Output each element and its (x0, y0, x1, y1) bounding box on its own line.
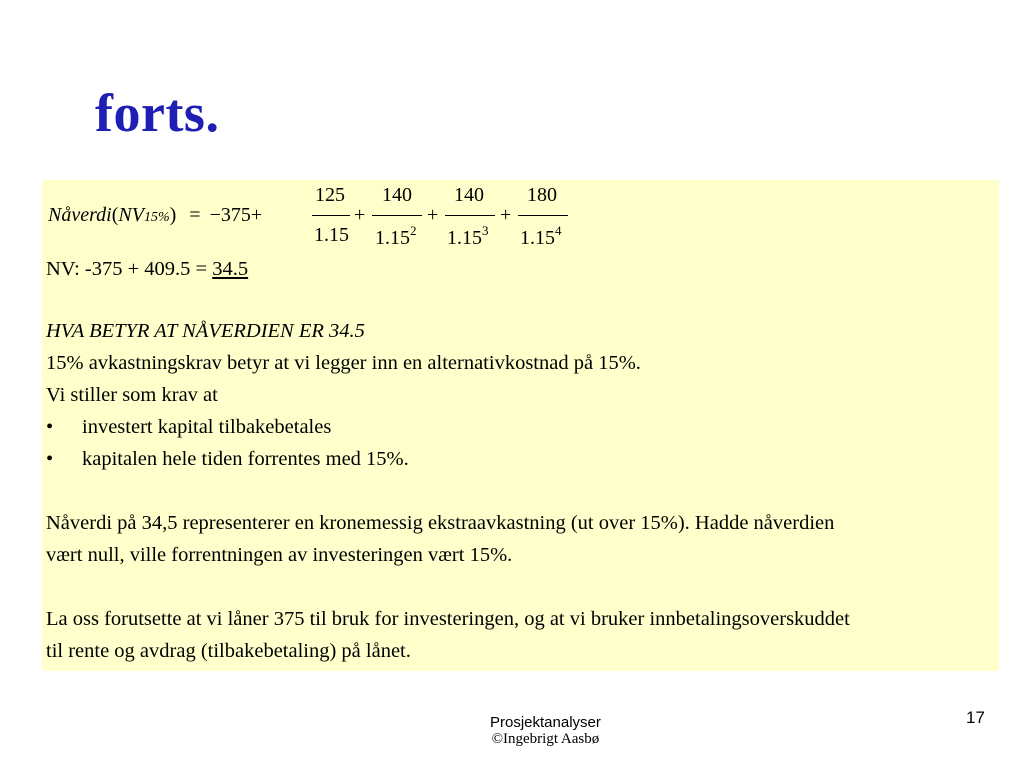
fraction-3-numerator: 140 (454, 184, 484, 206)
bullet-icon: • (46, 448, 54, 470)
fraction-4-numerator: 180 (527, 184, 557, 206)
fraction-3-denominator: 1.15 (447, 227, 482, 249)
slide-title: forts. (95, 83, 220, 143)
paragraph-1-line-1: Nåverdi på 34,5 representerer en kronemessig ekstraavkastning (ut over 15%). Hadde nåverdien (46, 512, 835, 534)
bullet-item-2-text: kapitalen hele tiden forrentes med 15%. (82, 448, 409, 470)
fraction-4-exponent: 4 (555, 223, 562, 238)
equation-plus-1: + (250, 204, 263, 226)
equation-equals: = (189, 204, 201, 226)
text-line-requirements-intro: Vi stiller som krav at (46, 384, 218, 406)
equation-lhs-close: ) (169, 204, 177, 226)
footer (490, 714, 601, 748)
bullet-item-1-text: investert kapital tilbakebetales (82, 416, 332, 438)
bullet-icon: • (46, 416, 54, 438)
fraction-2-numerator: 140 (382, 184, 412, 206)
fraction-2-denominator: 1.15 (375, 227, 410, 249)
fraction-2-exponent: 2 (410, 223, 417, 238)
content-box (42, 180, 999, 671)
equation-lhs-var: NV (118, 204, 144, 226)
fraction-2-bar (372, 215, 422, 216)
fraction-1-bar (312, 215, 350, 216)
equation-plus-3: + (427, 204, 439, 226)
nv-line (46, 258, 248, 281)
paragraph-2-line-1: La oss forutsette at vi låner 375 til bruk for investeringen, og at vi bruker innbetalingsoverskuddet (46, 608, 850, 630)
fraction-4-denominator: 1.15 (520, 227, 555, 249)
equation-lhs-open: ( (111, 204, 119, 226)
bullet-item-1 (46, 416, 331, 439)
nv-line-prefix: NV: -375 + 409.5 = (46, 258, 213, 280)
fraction-4-bar (518, 215, 568, 216)
text-line-required-return: 15% avkastningskrav betyr at vi legger inn en alternativkostnad på 15%. (46, 352, 641, 374)
equation-lhs-subscript: 15% (143, 210, 170, 225)
section-heading: HVA BETYR AT NÅVERDIEN ER 34.5 (46, 320, 365, 342)
fraction-3-exponent: 3 (482, 223, 489, 238)
equation-lhs-name: Nåverdi (48, 204, 112, 226)
paragraph-2-line-2: til rente og avdrag (tilbakebetaling) på lånet. (46, 640, 411, 662)
fraction-3-bar (445, 215, 495, 216)
equation-plus-2: + (354, 204, 366, 226)
paragraph-1-line-2: vært null, ville forrentningen av investeringen vært 15%. (46, 544, 513, 566)
equation-plus-4: + (500, 204, 512, 226)
fraction-1-numerator: 125 (315, 184, 345, 206)
footer-author: ©Ingebrigt Aasbø (491, 731, 600, 747)
bullet-item-2 (46, 448, 409, 471)
fraction-1-denominator: 1.15 (314, 224, 349, 246)
page-number: 17 (966, 708, 985, 727)
equation-initial: −375 (209, 204, 251, 226)
footer-course: Prosjektanalyser (490, 714, 601, 731)
nv-line-result: 34.5 (212, 258, 249, 280)
